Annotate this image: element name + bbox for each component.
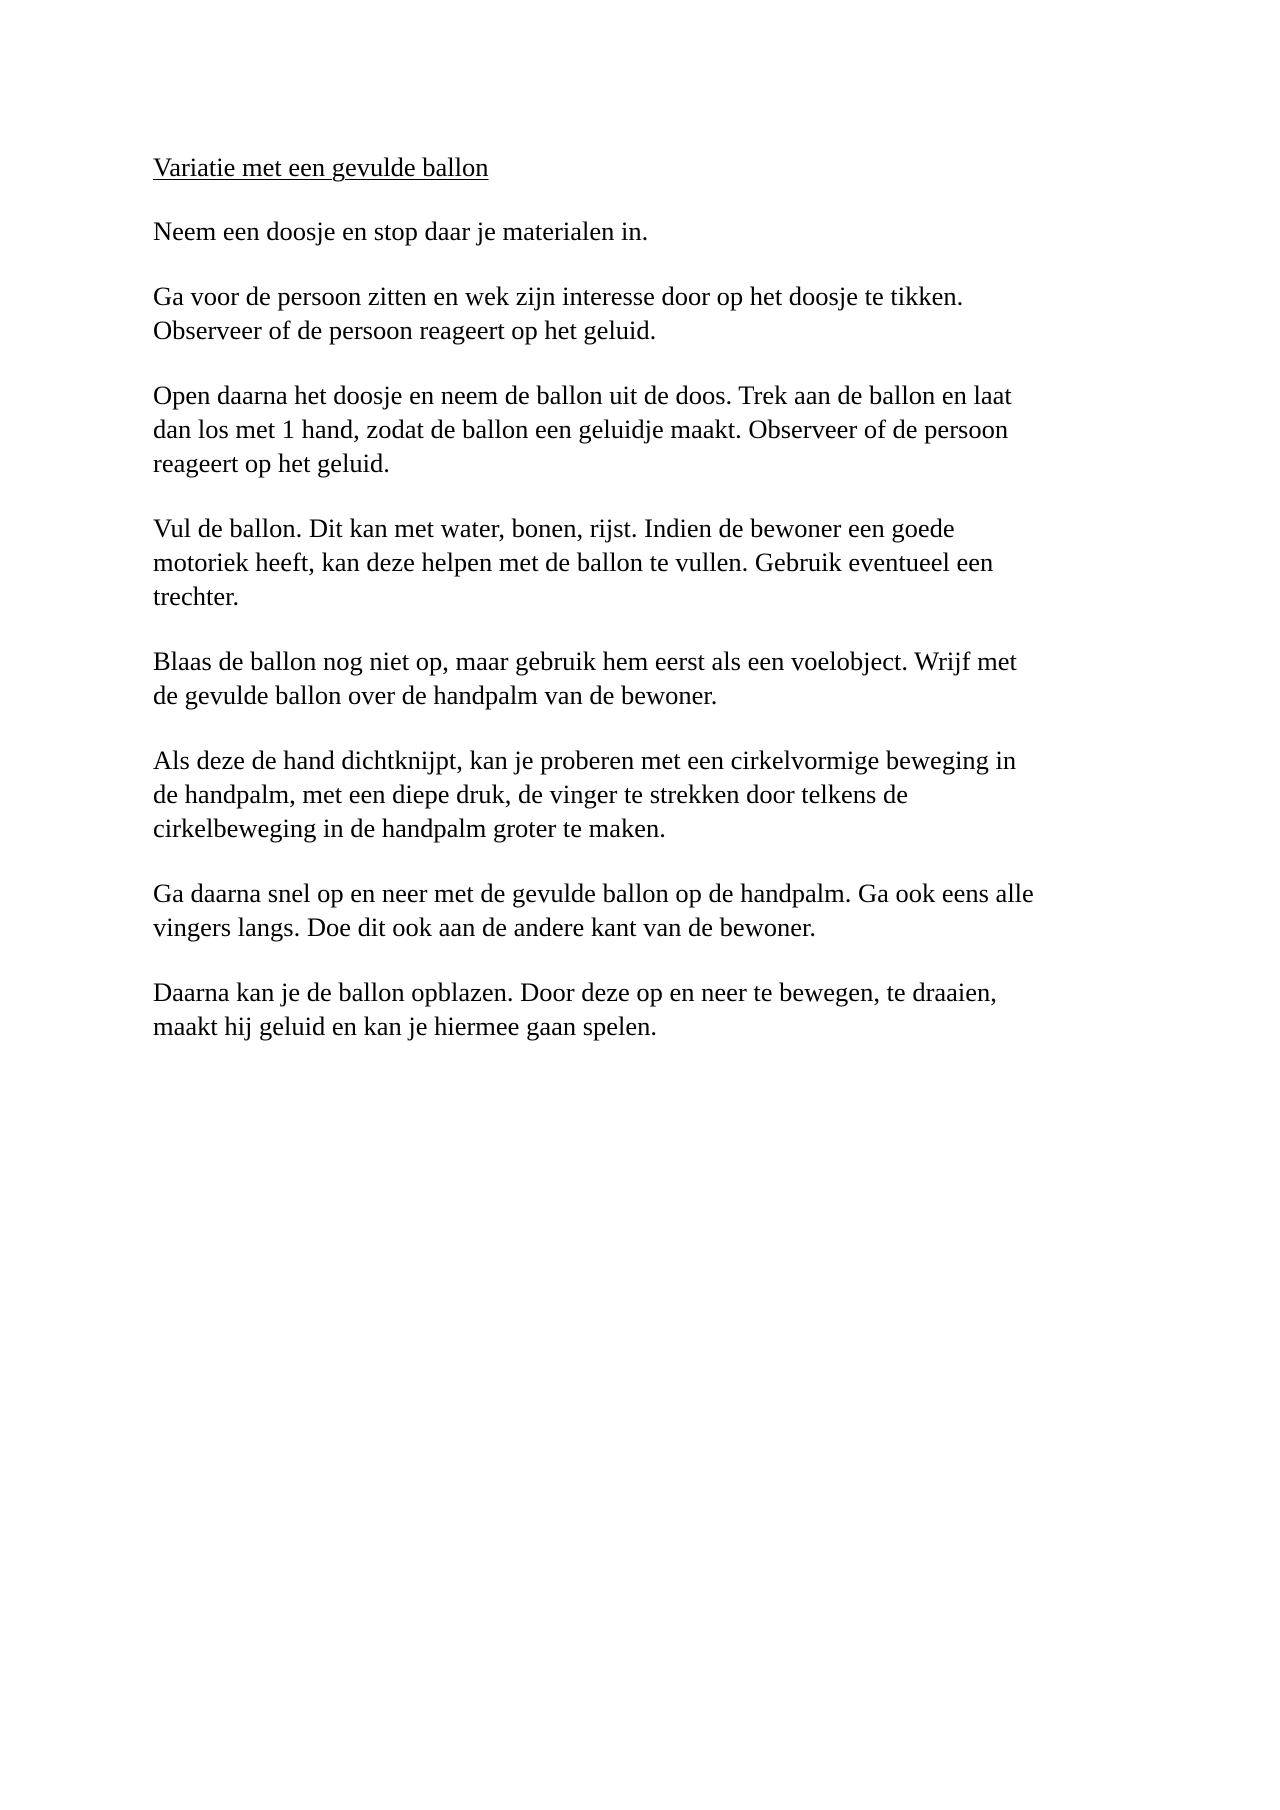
paragraph bbox=[153, 743, 1143, 845]
paragraph bbox=[153, 975, 1143, 1043]
text-line: Ga voor de persoon zitten en wek zijn interesse door op het doosje te tikken. bbox=[153, 281, 964, 311]
text-line: Blaas de ballon nog niet op, maar gebruik hem eerst als een voelobject. Wrijf met bbox=[153, 646, 1017, 676]
text-line: Vul de ballon. Dit kan met water, bonen, rijst. Indien de bewoner een goede bbox=[153, 513, 955, 543]
paragraph bbox=[153, 378, 1143, 480]
text-line: Daarna kan je de ballon opblazen. Door deze op en neer te bewegen, te draaien, bbox=[153, 977, 997, 1007]
paragraph bbox=[153, 511, 1143, 613]
document-body bbox=[153, 150, 1143, 1074]
text-line: Ga daarna snel op en neer met de gevulde ballon op de handpalm. Ga ook eens alle bbox=[153, 878, 1034, 908]
text-line: cirkelbeweging in de handpalm groter te maken. bbox=[153, 813, 666, 843]
text-line: maakt hij geluid en kan je hiermee gaan spelen. bbox=[153, 1011, 658, 1041]
paragraph bbox=[153, 214, 1143, 248]
text-line: vingers langs. Doe dit ook aan de andere kant van de bewoner. bbox=[153, 912, 817, 942]
text-line: Neem een doosje en stop daar je materialen in. bbox=[153, 216, 649, 246]
text-line: trechter. bbox=[153, 581, 240, 611]
paragraph bbox=[153, 279, 1143, 347]
paragraph bbox=[153, 876, 1143, 944]
text-line: Observeer of de persoon reageert op het geluid. bbox=[153, 315, 657, 345]
text-line: Als deze de hand dichtknijpt, kan je proberen met een cirkelvormige beweging in bbox=[153, 745, 1017, 775]
text-line: motoriek heeft, kan deze helpen met de ballon te vullen. Gebruik eventueel een bbox=[153, 547, 994, 577]
text-line: de gevulde ballon over de handpalm van de bewoner. bbox=[153, 680, 718, 710]
text-line: reageert op het geluid. bbox=[153, 448, 390, 478]
document-title: Variatie met een gevulde ballon bbox=[153, 152, 489, 182]
text-line: Open daarna het doosje en neem de ballon uit de doos. Trek aan de ballon en laat bbox=[153, 380, 1012, 410]
text-line: de handpalm, met een diepe druk, de vinger te strekken door telkens de bbox=[153, 779, 908, 809]
text-line: dan los met 1 hand, zodat de ballon een geluidje maakt. Observeer of de persoon bbox=[153, 414, 1009, 444]
paragraph bbox=[153, 644, 1143, 712]
